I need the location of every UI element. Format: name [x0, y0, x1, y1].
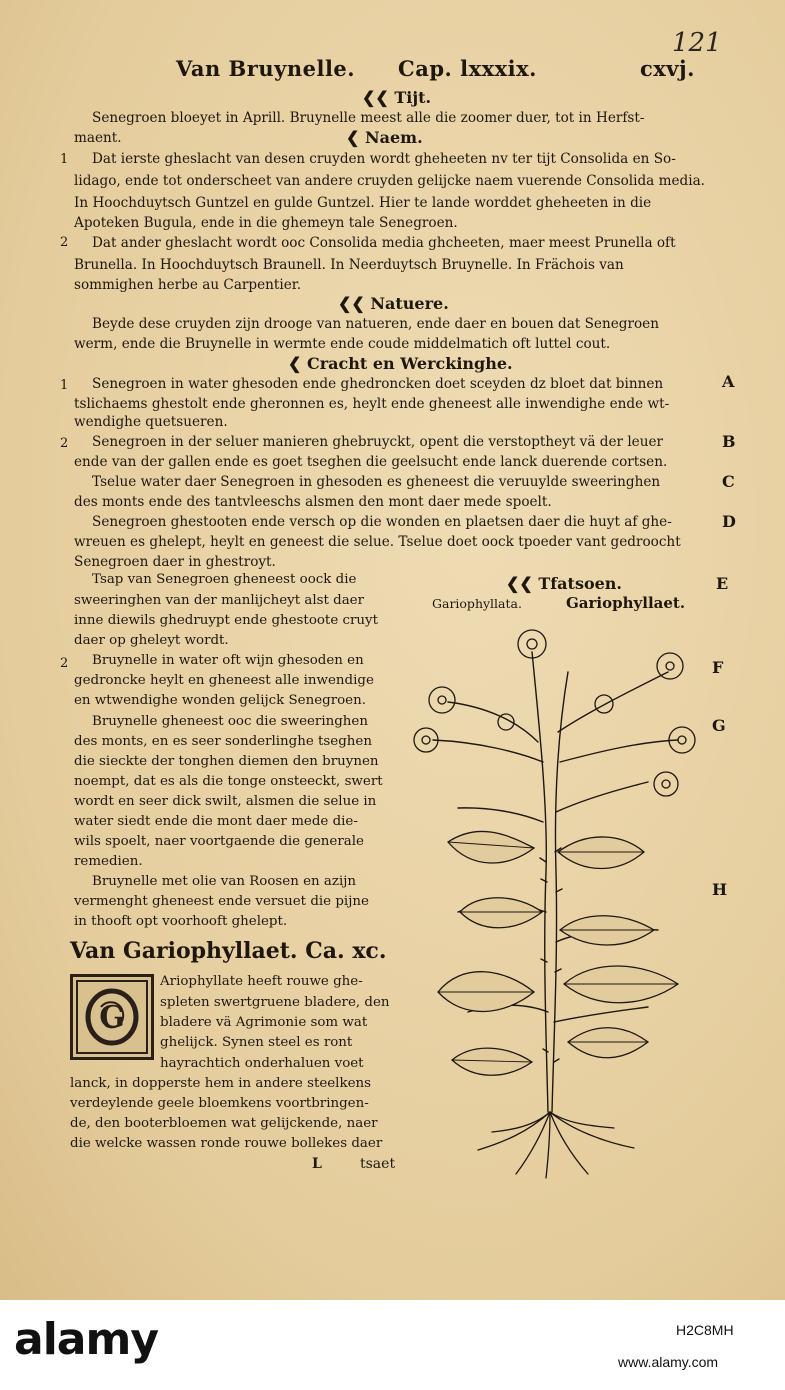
- left-col-line: wordt en seer dick swilt, alsmen die selue in: [74, 794, 377, 809]
- chapter2-line: bladere vä Agrimonie som wat: [160, 1015, 368, 1030]
- naem-line-2: lidago, ende tot onderscheet van andere cruyden gelijcke naem vuerende Consolida media.: [74, 173, 705, 189]
- margin-letter: E: [716, 574, 729, 593]
- left-col-line: des monts, en es seer sonderlinghe tseghen: [74, 734, 372, 749]
- left-col-line: die sieckte der tonghen diemen den bruynen: [74, 754, 379, 769]
- naem-line-1: Dat ierste gheslacht van desen cruyden wordt gheheeten nv ter tijt Consolida en So-: [92, 151, 676, 167]
- margin-letter: D: [722, 512, 736, 531]
- margin-letter: C: [722, 472, 735, 491]
- left-col-line: Bruynelle in water oft wijn ghesoden en: [92, 653, 364, 668]
- margin-letter: A: [722, 372, 735, 391]
- paragraph-number: 2: [60, 656, 69, 671]
- chapter2-line: spleten swertgruene bladere, den: [160, 995, 390, 1010]
- initial-letter: G: [99, 1000, 125, 1035]
- left-col-line: gedroncke heylt en gheneest alle inwendige: [74, 673, 374, 688]
- cracht-line-5: ende van der gallen ende es goet tseghen die geelsucht ende lanck duerende cortsen.: [74, 454, 668, 470]
- chapter2-line: verdeylende geele bloemkens voortbringen-: [70, 1096, 369, 1111]
- tijt-line-1: Senegroen bloeyet in Aprill. Bruynelle meest alle die zoomer duer, tot in Herfst-: [92, 110, 645, 126]
- heading-naem: ❮ Naem.: [346, 128, 423, 147]
- decorated-initial: [70, 974, 154, 1060]
- running-head-left: Van Bruynelle.: [176, 56, 356, 81]
- left-col-line: water siedt ende die mont daer mede die-: [74, 814, 358, 829]
- naem-line-6: Brunella. In Hoochduytsch Braunell. In Neerduytsch Bruynelle. In Frächois van: [74, 257, 624, 273]
- heading-tijt-text: Tijt.: [394, 88, 432, 107]
- cracht-line-10: Senegroen daer in ghestroyt.: [74, 554, 276, 570]
- heading-natuere: ❮❮ Natuere.: [338, 294, 449, 313]
- cracht-line-8: Senegroen ghestooten ende versch op die wonden en plaetsen daer die huyt af ghe-: [92, 514, 672, 530]
- cracht-line-4: Senegroen in der seluer manieren ghebruyckt, opent die verstoptheyt vä der leuer: [92, 434, 664, 450]
- figure-heading: ❮❮ Tfatsoen.: [506, 574, 622, 593]
- left-col-line: Bruynelle met olie van Roosen en azijn: [92, 874, 357, 889]
- heading-cracht: ❮ Cracht en Werckinghe.: [288, 354, 513, 373]
- chapter-title: Van Gariophyllaet. Ca. xc.: [70, 938, 387, 964]
- image-id: H2C8MH: [676, 1322, 734, 1338]
- running-head-folio: cxvj.: [640, 56, 695, 81]
- figure-label-latin: Gariophyllata.: [432, 596, 522, 611]
- left-col-line: in thooft opt voorhooft ghelept.: [74, 914, 288, 929]
- heading-natuere-text: Natuere.: [370, 294, 449, 313]
- cracht-line-3: wendighe quetsueren.: [74, 414, 228, 430]
- natuere-line-1: Beyde dese cruyden zijn drooge van natueren, ende daer en bouen dat Senegroen: [92, 316, 659, 332]
- signature-mark: L: [312, 1156, 322, 1172]
- left-col-line: inne diewils ghedruypt ende ghestoote cruyt: [74, 613, 378, 628]
- naem-line-3: In Hoochduytsch Guntzel en gulde Guntzel. Hier te lande worddet gheheeten in die: [74, 195, 652, 211]
- left-col-line: noempt, dat es als die tonge onsteeckt, swert: [74, 774, 383, 789]
- margin-letter: G: [712, 716, 726, 735]
- tijt-line-2: maent.: [74, 130, 122, 146]
- chapter2-line: de, den booterbloemen wat gelijckende, naer: [70, 1116, 378, 1131]
- heading-naem-text: Naem.: [364, 128, 423, 147]
- chapter2-line: hayrachtich onderhaluen voet: [160, 1056, 364, 1071]
- cracht-line-2: tslichaems ghestolt ende gheronnen es, heylt ende gheneest alle inwendighe ende wt-: [74, 396, 670, 412]
- left-col-line: Tsap van Senegroen gheneest oock die: [92, 572, 357, 587]
- chapter2-line: lanck, in dopperste hem in andere steelkens: [70, 1076, 371, 1091]
- paragraph-number: 2: [60, 436, 69, 451]
- left-col-line: wils spoelt, naer voortgaende die generale: [74, 834, 364, 849]
- left-col-line: vermenght gheneest ende versuet die pijne: [74, 894, 369, 909]
- site-url[interactable]: www.alamy.com: [618, 1354, 719, 1370]
- handwritten-page-number: 121: [672, 28, 722, 58]
- naem-line-7: sommighen herbe au Carpentier.: [74, 277, 302, 293]
- left-col-line: daer op gheleyt wordt.: [74, 633, 229, 648]
- heading-tijt: ❮❮ Tijt.: [362, 88, 432, 107]
- cracht-line-7: des monts ende des tantvleeschs alsmen den mont daer mede spoelt.: [74, 494, 552, 510]
- paragraph-number: 1: [60, 152, 69, 167]
- figure-heading-text: Tfatsoen.: [538, 574, 622, 593]
- chapter2-line: die welcke wassen ronde rouwe bollekes daer: [70, 1136, 383, 1151]
- natuere-line-2: werm, ende die Bruynelle in wermte ende coude middelmatich oft luttel cout.: [74, 336, 611, 352]
- running-head-chapter: Cap. lxxxix.: [398, 56, 537, 81]
- naem-line-4: Apoteken Bugula, ende in die ghemeyn tale Senegroen.: [74, 215, 458, 231]
- cracht-line-1: Senegroen in water ghesoden ende ghedroncken doet sceyden dz bloet dat binnen: [92, 376, 664, 392]
- margin-letter: F: [712, 658, 724, 677]
- gariophyllata-woodcut-illustration: [408, 612, 708, 1182]
- heading-cracht-text: Cracht en Werckinghe.: [306, 354, 513, 373]
- paragraph-number: 2: [60, 235, 69, 250]
- margin-letter: B: [722, 432, 736, 451]
- figure-label-dutch: Gariophyllaet.: [566, 594, 686, 612]
- cracht-line-6: Tselue water daer Senegroen in ghesoden es gheneest die veruuylde sweeringhen: [92, 474, 661, 490]
- naem-line-5: Dat ander gheslacht wordt ooc Consolida media ghcheeten, maer meest Prunella oft: [92, 235, 676, 251]
- catchword: tsaet: [360, 1156, 396, 1172]
- left-col-line: sweeringhen van der manlijcheyt alst daer: [74, 593, 365, 608]
- margin-letter: H: [712, 880, 728, 899]
- left-col-line: Bruynelle gheneest ooc die sweeringhen: [92, 714, 368, 729]
- left-col-line: en wtwendighe wonden gelijck Senegroen.: [74, 693, 366, 708]
- chapter2-line: Ariophyllate heeft rouwe ghe-: [160, 974, 363, 989]
- cracht-line-9: wreuen es ghelept, heylt en geneest die selue. Tselue doet oock tpoeder vant gedroocht: [74, 534, 681, 550]
- decorated-initial-art: [73, 977, 151, 1057]
- chapter2-line: ghelijck. Synen steel es ront: [160, 1035, 353, 1050]
- alamy-logo: alamy: [14, 1314, 158, 1365]
- paragraph-number: 1: [60, 378, 69, 393]
- left-col-line: remedien.: [74, 854, 143, 869]
